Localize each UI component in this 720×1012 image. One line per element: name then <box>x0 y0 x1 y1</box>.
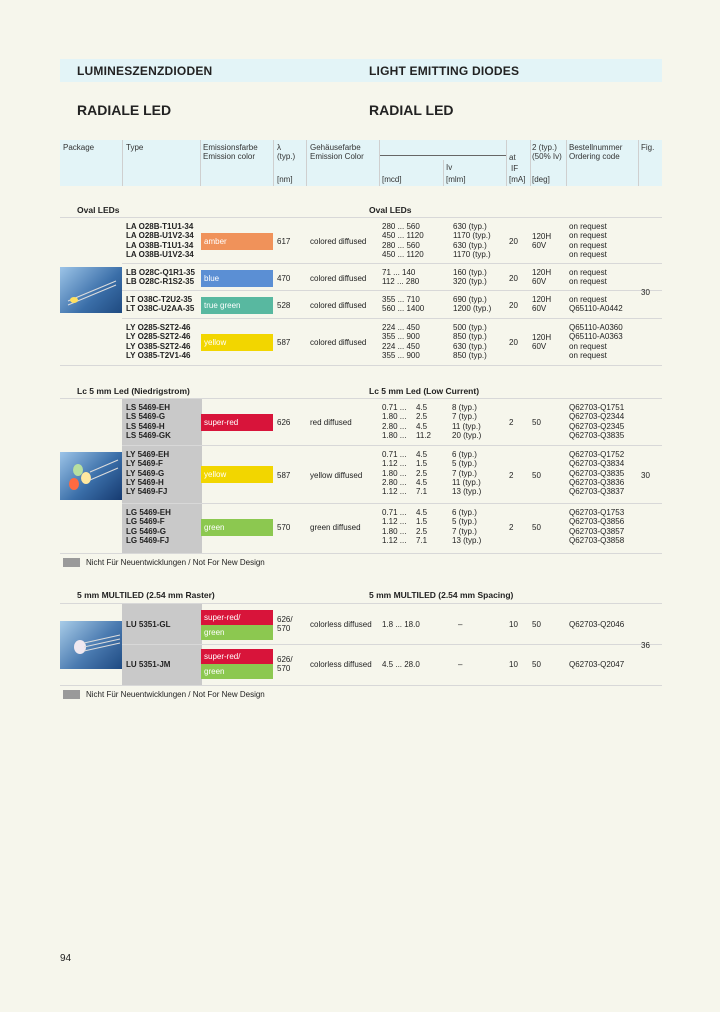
multi-r2-lambda <box>277 655 293 674</box>
type-cell: LA O38B-U1V2-34 <box>126 249 194 259</box>
super-red-swatch: super-red/ <box>201 649 273 664</box>
page-number: 94 <box>60 953 72 964</box>
col-angle: 2 (typ.) <box>532 143 557 152</box>
type-cell: LY O385-T2V1-46 <box>126 350 191 360</box>
lc-g2-lm <box>452 450 481 496</box>
iv-cell: 71 ... 140 <box>382 268 416 277</box>
type-cell: LY 5469-G <box>126 468 165 478</box>
code-cell: Q62703-Q2344 <box>569 412 625 422</box>
type-cell: LS 5469-G <box>126 412 166 422</box>
iv-cell: 2.5 <box>416 526 428 536</box>
iv-cell: 4.5 <box>416 421 428 431</box>
iv-cell: 1.5 <box>416 517 428 527</box>
green-swatch: green <box>201 625 273 640</box>
col-at: at <box>509 153 516 162</box>
oval-g4-iv <box>382 323 420 360</box>
oval-g4-housing: colored diffused <box>310 338 367 347</box>
iv-cell: 0.71 ... <box>382 508 407 517</box>
lambda-cell: 626/ <box>277 655 293 664</box>
lm-cell: 7 (typ.) <box>452 412 477 422</box>
multi-r2-angle: 50 <box>532 660 541 669</box>
type-cell: LY 5469-H <box>126 477 164 487</box>
code-cell: Q62703-Q3836 <box>569 477 625 487</box>
angle-cell: 60V <box>532 304 547 314</box>
section-lc-de: Lc 5 mm Led (Niedrigstrom) <box>77 386 190 396</box>
lm-cell: 5 (typ.) <box>452 517 477 527</box>
lm-cell: 320 (typ.) <box>453 277 487 287</box>
lc-g3-angle: 50 <box>532 523 541 532</box>
oval-g3-iv <box>382 295 424 314</box>
oval-g1-if: 20 <box>509 237 518 246</box>
oval-g4-if: 20 <box>509 338 518 347</box>
lc-g3-types <box>126 508 171 545</box>
legend-text: Nicht Für Neuentwicklungen / Not For New Design <box>86 690 265 699</box>
lm-cell: 20 (typ.) <box>452 430 482 440</box>
green-swatch: green <box>201 664 273 679</box>
lm-cell: 850 (typ.) <box>453 350 487 360</box>
oval-g3-lambda: 528 <box>277 301 291 310</box>
col-iv-unit2: [mlm] <box>446 175 466 184</box>
code-cell: Q62703-Q1752 <box>569 450 625 459</box>
lm-cell: 7 (typ.) <box>452 526 477 536</box>
lm-cell: 630 (typ.) <box>453 222 487 231</box>
oval-g1-lambda: 617 <box>277 237 291 246</box>
lm-cell: 160 (typ.) <box>453 268 487 277</box>
iv-cell: 2.80 ... <box>382 421 407 431</box>
lm-cell: 1170 (typ.) <box>453 249 491 259</box>
type-cell: LA O28B-T1U1-34 <box>126 222 194 231</box>
lc-g1-types <box>126 403 171 440</box>
oval-g1-codes <box>569 222 607 259</box>
iv-cell: 4.5 <box>416 403 428 412</box>
yellow-swatch: yellow <box>201 466 273 483</box>
iv-cell: 1.12 ... <box>382 459 407 469</box>
oval-g2-codes <box>569 268 607 287</box>
lc-g3-codes <box>569 508 624 545</box>
code-cell: Q62703-Q3835 <box>569 468 625 478</box>
lc-g1-lambda: 626 <box>277 418 291 427</box>
oval-g1-lm <box>453 222 491 259</box>
col-order-en: Ordering code <box>569 152 620 161</box>
col-iv: Iv <box>446 163 453 172</box>
legend-swatch <box>63 690 80 699</box>
col-housing-de: Gehäusefarbe <box>310 143 361 152</box>
title-en: LIGHT EMITTING DIODES <box>369 64 520 78</box>
oval-g3-types <box>126 295 194 314</box>
lc-g1-housing: red diffused <box>310 418 352 427</box>
type-cell: LT O38C-T2U2-35 <box>126 295 193 304</box>
multi-r2-type: LU 5351-JM <box>126 660 171 669</box>
oval-g2-if: 20 <box>509 274 518 283</box>
multi-r2-if: 10 <box>509 660 518 669</box>
col-emission-de: Emissionsfarbe <box>203 143 258 152</box>
col-lambda-unit: [nm] <box>277 175 293 184</box>
lc-g3-housing: green diffused <box>310 523 361 532</box>
oval-g1-angle <box>532 232 551 251</box>
lm-cell: 500 (typ.) <box>453 323 487 332</box>
code-cell: Q62703-Q2345 <box>569 421 625 431</box>
oval-g1-iv <box>382 222 424 259</box>
true-green-swatch: true green <box>201 297 273 314</box>
iv-cell: 4.5 <box>416 450 428 459</box>
lc-g1-if: 2 <box>509 418 514 427</box>
lc-g1-codes <box>569 403 624 440</box>
lm-cell: 6 (typ.) <box>452 450 477 459</box>
lm-cell: 5 (typ.) <box>452 459 477 469</box>
oval-g2-types <box>126 268 195 287</box>
amber-swatch: amber <box>201 233 273 250</box>
type-cell: LY O385-S2T2-46 <box>126 341 191 351</box>
oval-g4-types <box>126 323 190 360</box>
section-oval-en: Oval LEDs <box>369 205 412 215</box>
multi-r1-angle: 50 <box>532 620 541 629</box>
lc-g2-housing: yellow diffused <box>310 471 363 480</box>
iv-cell: 224 ... 450 <box>382 323 420 332</box>
lc-g3-lm <box>452 508 481 545</box>
led-image <box>60 267 122 313</box>
oval-g1-housing: colored diffused <box>310 237 367 246</box>
type-cell: LS 5469-H <box>126 421 165 431</box>
type-cell: LY O285-S2T2-46 <box>126 332 191 342</box>
lm-cell: 13 (typ.) <box>452 487 482 497</box>
legend-text: Nicht Für Neuentwicklungen / Not For New Design <box>86 558 265 567</box>
code-cell: on request <box>569 222 607 231</box>
lm-cell: 11 (typ.) <box>452 477 481 487</box>
lambda-cell: 626/ <box>277 615 293 624</box>
iv-cell: 450 ... 1120 <box>382 249 424 259</box>
multi-r1-lambda <box>277 615 293 634</box>
lc-g1-iv2 <box>416 403 431 440</box>
iv-cell: 7.1 <box>416 535 428 545</box>
blue-swatch: blue <box>201 270 273 287</box>
multi-r1-if: 10 <box>509 620 518 629</box>
code-cell: Q62703-Q1753 <box>569 508 625 517</box>
col-lambda: λ <box>277 143 281 152</box>
lc-g3-iv2 <box>416 508 427 545</box>
iv-cell: 280 ... 560 <box>382 222 420 231</box>
oval-g4-codes <box>569 323 623 360</box>
multi-r1-iv: 1.8 ... 18.0 <box>382 620 420 629</box>
lc-g1-angle: 50 <box>532 418 541 427</box>
lm-cell: 6 (typ.) <box>452 508 477 517</box>
type-cell: LB O28C-Q1R1-35 <box>126 268 195 277</box>
iv-cell: 0.71 ... <box>382 450 407 459</box>
iv-cell: 1.80 ... <box>382 412 407 422</box>
col-emission-en: Emission color <box>203 152 256 161</box>
code-cell: Q65110-A0442 <box>569 304 623 314</box>
oval-led-photo <box>60 267 122 313</box>
iv-cell: 1.12 ... <box>382 535 407 545</box>
iv-cell: 1.5 <box>416 459 428 469</box>
oval-g3-lm <box>453 295 491 314</box>
lc-g1-lm <box>452 403 481 440</box>
code-cell: on request <box>569 341 607 351</box>
lm-cell: 7 (typ.) <box>452 468 477 478</box>
code-cell: on request <box>569 240 607 250</box>
angle-cell: 120H <box>532 333 552 342</box>
lc-g2-types <box>126 450 169 496</box>
type-cell: LG 5469-G <box>126 526 167 536</box>
legend-swatch <box>63 558 80 567</box>
code-cell: on request <box>569 295 607 304</box>
super-red-swatch: super-red <box>201 414 273 431</box>
section-lc-en: Lc 5 mm Led (Low Current) <box>369 386 480 396</box>
led-image <box>60 621 122 669</box>
multi-led-photo <box>60 621 122 669</box>
iv-cell: 355 ... 900 <box>382 350 420 360</box>
iv-cell: 11.2 <box>416 430 431 440</box>
iv-cell: 112 ... 280 <box>382 277 420 287</box>
subtitle-en: RADIAL LED <box>369 102 454 118</box>
code-cell: Q65110-A0363 <box>569 332 623 342</box>
type-cell: LG 5469-F <box>126 517 165 527</box>
col-type: Type <box>126 143 144 152</box>
multi-r2-housing: colorless diffused <box>310 660 372 669</box>
type-cell: LS 5469-EH <box>126 403 171 412</box>
code-cell: Q65110-A0360 <box>569 323 623 332</box>
type-cell: LY 5469-EH <box>126 450 170 459</box>
code-cell: Q62703-Q3837 <box>569 487 625 497</box>
type-cell: LB O28C-R1S2-35 <box>126 277 195 287</box>
oval-g4-lambda: 587 <box>277 338 291 347</box>
angle-cell: 120H <box>532 232 552 241</box>
col-package: Package <box>63 143 95 152</box>
section-multi-de: 5 mm MULTILED (2.54 mm Raster) <box>77 590 215 600</box>
subtitle-de: RADIALE LED <box>77 102 172 118</box>
multi-r1-type: LU 5351-GL <box>126 620 171 629</box>
lm-cell: 1200 (typ.) <box>453 304 492 314</box>
oval-g4-lm <box>453 323 487 360</box>
lc-g2-lambda: 587 <box>277 471 291 480</box>
lc-g3-if: 2 <box>509 523 514 532</box>
led-image <box>60 452 122 500</box>
col-housing-en: Emission Color <box>310 152 364 161</box>
oval-g2-iv <box>382 268 419 287</box>
angle-cell: 120H <box>532 268 552 277</box>
type-cell: LA O38B-T1U1-34 <box>126 240 194 250</box>
col-order-de: Bestellnummer <box>569 143 623 152</box>
oval-g2-lm <box>453 268 487 287</box>
oval-fig: 30 <box>641 288 650 297</box>
section-multi-en: 5 mm MULTILED (2.54 mm Spacing) <box>369 590 514 600</box>
type-cell: LG 5469-FJ <box>126 535 170 545</box>
iv-cell: 0.71 ... <box>382 403 407 412</box>
col-if-unit: [mA] <box>509 175 526 184</box>
iv-cell: 1.80 ... <box>382 430 407 440</box>
code-cell: Q62703-Q1751 <box>569 403 625 412</box>
lambda-cell: 570 <box>277 664 291 674</box>
code-cell: on request <box>569 268 607 277</box>
multi-r2-code: Q62703-Q2047 <box>569 660 625 669</box>
iv-cell: 2.5 <box>416 468 428 478</box>
oval-g3-codes <box>569 295 623 314</box>
code-cell: on request <box>569 350 607 360</box>
angle-cell: 60V <box>532 241 547 251</box>
lm-cell: 630 (typ.) <box>453 240 487 250</box>
multi-r1-code: Q62703-Q2046 <box>569 620 625 629</box>
iv-cell: 7.1 <box>416 487 428 497</box>
super-red-swatch: super-red/ <box>201 610 273 625</box>
multi-r2-lm: – <box>458 660 463 669</box>
lm-cell: 13 (typ.) <box>452 535 482 545</box>
col-if: IF <box>511 164 519 173</box>
lc-g2-iv <box>382 450 406 496</box>
yellow-swatch: yellow <box>201 334 273 351</box>
type-cell: LA O28B-U1V2-34 <box>126 231 194 241</box>
oval-g3-angle <box>532 295 551 314</box>
green-swatch: green <box>201 519 273 536</box>
iv-cell: 2.80 ... <box>382 477 407 487</box>
oval-g1-types <box>126 222 194 259</box>
type-cell: LY 5469-F <box>126 459 163 469</box>
lc-g3-iv <box>382 508 406 545</box>
lc-g2-iv2 <box>416 450 427 496</box>
lc-fig: 30 <box>641 471 650 480</box>
iv-cell: 355 ... 900 <box>382 332 420 342</box>
col-iv-unit1: [mcd] <box>382 175 402 184</box>
lm-cell: 1170 (typ.) <box>453 231 491 241</box>
iv-cell: 1.12 ... <box>382 487 407 497</box>
type-cell: LG 5469-EH <box>126 508 171 517</box>
lambda-cell: 570 <box>277 624 291 634</box>
angle-cell: 60V <box>532 277 547 287</box>
code-cell: on request <box>569 277 607 287</box>
type-cell: LT O38C-U2AA-35 <box>126 304 195 314</box>
oval-g3-if: 20 <box>509 301 518 310</box>
type-cell: LS 5469-GK <box>126 430 171 440</box>
lm-cell: 850 (typ.) <box>453 332 487 342</box>
iv-cell: 2.5 <box>416 412 428 422</box>
multi-r1-lm: – <box>458 620 463 629</box>
iv-cell: 560 ... 1400 <box>382 304 425 314</box>
multi-fig: 36 <box>641 641 650 650</box>
lc-g2-if: 2 <box>509 471 514 480</box>
col-lambda-typ: (typ.) <box>277 152 296 161</box>
iv-cell: 355 ... 710 <box>382 295 420 304</box>
oval-g2-angle <box>532 268 551 287</box>
iv-cell: 4.5 <box>416 508 428 517</box>
iv-cell: 1.80 ... <box>382 526 407 536</box>
lc-g2-codes <box>569 450 624 496</box>
iv-cell: 280 ... 560 <box>382 240 420 250</box>
lc-g2-angle: 50 <box>532 471 541 480</box>
lm-cell: 690 (typ.) <box>453 295 487 304</box>
oval-g4-angle <box>532 333 551 352</box>
iv-cell: 450 ... 1120 <box>382 231 424 241</box>
iv-cell: 1.12 ... <box>382 517 407 527</box>
iv-cell: 1.80 ... <box>382 468 407 478</box>
code-cell: Q62703-Q3835 <box>569 430 625 440</box>
type-cell: LY O285-S2T2-46 <box>126 323 191 332</box>
lm-cell: 630 (typ.) <box>453 341 487 351</box>
angle-cell: 120H <box>532 295 552 304</box>
code-cell: Q62703-Q3834 <box>569 459 625 469</box>
code-cell: Q62703-Q3856 <box>569 517 625 527</box>
col-angle-unit: [deg] <box>532 175 550 184</box>
code-cell: Q62703-Q3857 <box>569 526 625 536</box>
type-cell: LY 5469-FJ <box>126 487 168 497</box>
col-fig: Fig. <box>641 143 655 152</box>
lc-g1-iv <box>382 403 406 440</box>
code-cell: on request <box>569 249 607 259</box>
lm-cell: 11 (typ.) <box>452 421 481 431</box>
section-oval-de: Oval LEDs <box>77 205 120 215</box>
iv-cell: 224 ... 450 <box>382 341 420 351</box>
multi-r2-iv: 4.5 ... 28.0 <box>382 660 420 669</box>
title-de: LUMINESZENZDIODEN <box>77 64 213 78</box>
code-cell: Q62703-Q3858 <box>569 535 625 545</box>
iv-cell: 4.5 <box>416 477 428 487</box>
oval-g3-housing: colored diffused <box>310 301 367 310</box>
code-cell: on request <box>569 231 607 241</box>
multi-r1-housing: colorless diffused <box>310 620 372 629</box>
oval-g2-lambda: 470 <box>277 274 291 283</box>
lc-g3-lambda: 570 <box>277 523 291 532</box>
angle-cell: 60V <box>532 342 547 352</box>
col-angle-sub: (50% Iv) <box>532 152 562 161</box>
oval-g2-housing: colored diffused <box>310 274 367 283</box>
lc-led-photo <box>60 452 122 500</box>
lm-cell: 8 (typ.) <box>452 403 477 412</box>
